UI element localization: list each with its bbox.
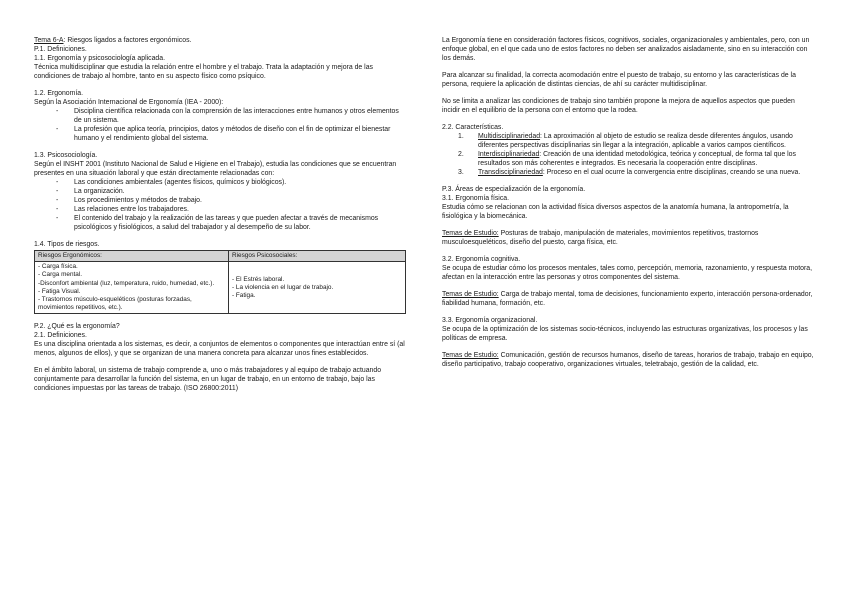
risk-types-table <box>34 250 406 314</box>
table-cell-psychosocial <box>229 262 406 314</box>
table-header-psychosocial: Riesgos Psicosociales: <box>229 251 406 262</box>
list-item <box>442 132 814 150</box>
characteristic-term: Multidisciplinariedad <box>478 133 541 140</box>
topics-label: Temas de Estudio: <box>442 352 499 359</box>
list-1-2 <box>34 107 406 143</box>
topics-label: Temas de Estudio: <box>442 291 499 298</box>
table-cell-line: - La violencia en el lugar de trabajo. <box>232 283 334 291</box>
table-cell-line: - El Estrés laboral. <box>232 275 285 283</box>
paragraph-intro-2: Para alcanzar su finalidad, la correcta acomodación entre el puesto de trabajo, su entorno y las características de la persona, requiere la aplicación de distintas ciencias, de ahí su carácter multidisciplinar. <box>442 72 796 88</box>
table-cell-ergonomic <box>35 262 229 314</box>
table-cell-line: -Disconfort ambiental (luz, temperatura, ruido, humedad, etc.). <box>38 279 215 287</box>
table-cell-line: - Carga mental. <box>38 271 83 279</box>
topics-text: Comunicación, gestión de recursos humanos, diseño de tareas, horarios de trabajo, trabajo en equipo, diseño participativo, trabajo cooperativo, organizaciones virtuales, teletrabajo, gestión de la calidad, etc. <box>442 352 814 368</box>
paragraph-2-1-a: Es una disciplina orientada a los sistemas, es decir, a conjuntos de elementos o componentes que interactúan entre sí (al menos, algunos de ellos), y que se organizan de una manera concreta para alcanzar unos fines establecidos. <box>34 341 405 358</box>
paragraph-3-3: Se ocupa de la optimización de los sistemas socio-técnicos, incluyendo las estructuras organizativas, los procesos y las políticas de empresa. <box>442 326 808 342</box>
section-heading-1-3: 1.3. Psicosociología. <box>34 152 98 159</box>
list-item: - Las condiciones ambientales (agentes físicos, químicos y biológicos). <box>34 178 406 187</box>
list-item: - Los procedimientos y métodos de trabajo. <box>34 196 406 205</box>
characteristic-term: Interdisciplinariedad <box>478 151 540 158</box>
list-item: - La profesión que aplica teoría, principios, datos y métodos de diseño con el fin de optimizar el bienestar humano y el rendimiento global del sistema. <box>34 125 406 143</box>
paragraph-1-2-intro: Según la Asociación Internacional de Ergonomía (IEA - 2000): <box>34 99 224 106</box>
left-column <box>34 36 406 393</box>
table-cell-line: - Carga física. <box>38 263 78 271</box>
list-item: - Las relaciones entre los trabajadores. <box>34 205 406 214</box>
table-cell-line: - Fatiga. <box>232 291 256 299</box>
section-heading-1-2: 1.2. Ergonomía. <box>34 90 84 97</box>
list-1-3 <box>34 178 406 232</box>
table-header-row <box>35 251 406 262</box>
paragraph-3-1: Estudia cómo se relacionan con la actividad física diversos aspectos de la anatomía humana, la antropometría, la fisiológica y la biomecánica. <box>442 204 789 220</box>
document-title <box>34 36 406 45</box>
topics-label: Temas de Estudio: <box>442 230 499 237</box>
list-number: 3. <box>458 169 464 176</box>
table-cell-line: - Trastornos músculo-esqueléticos (posturas forzadas, movimientos repetitivos, etc.). <box>38 296 192 312</box>
section-heading-p3: P.3. Áreas de especialización de la ergonomía. <box>442 186 586 193</box>
section-heading-3-1: 3.1. Ergonomía física. <box>442 195 510 202</box>
list-item <box>442 168 814 177</box>
section-heading-2-2: 2.2. Características. <box>442 124 504 131</box>
section-heading-1-4: 1.4. Tipos de riesgos. <box>34 241 100 248</box>
topics-3-2 <box>442 290 814 308</box>
characteristic-text: : Proceso en el cual ocurre la convergencia entre disciplinas, creando se una nueva. <box>542 169 801 176</box>
topics-3-1 <box>442 229 814 247</box>
characteristic-text: : La aproximación al objeto de estudio se realiza desde diferentes ángulos, usando diferentes perspectivas disciplinarias sin llegar a la integración, aplicable a varios campos científicos. <box>478 133 793 149</box>
right-column <box>442 36 814 369</box>
section-heading-p1: P.1. Definiciones. <box>34 46 87 53</box>
paragraph-intro-3: No se limita a analizar las condiciones de trabajo sino también propone la mejora de aquellos aspectos que pueden incidir en el equilibrio de la persona con el entorno que la rodea. <box>442 98 795 114</box>
section-heading-p2: P.2. ¿Qué es la ergonomía? <box>34 323 120 331</box>
list-item: - La organización. <box>34 187 406 196</box>
title-rest: : Riesgos ligados a factores ergonómicos. <box>63 37 192 44</box>
characteristics-list <box>442 132 814 177</box>
paragraph-intro-1: La Ergonomía tiene en consideración factores físicos, cognitivos, sociales, organizacionales y ambientales, pero, con un enfoque global, en el que cada uno de estos factores no deben ser analizados aisladamente, sino en su interacción con los demás. <box>442 37 810 62</box>
list-item <box>442 150 814 168</box>
section-heading-2-1: 2.1. Definiciones. <box>34 332 87 340</box>
table-header-ergonomic: Riesgos Ergonómicos: <box>35 251 229 262</box>
section-heading-3-3: 3.3. Ergonomía organizacional. <box>442 317 538 324</box>
paragraph-1-3-intro: Según el INSHT 2001 (Instituto Nacional de Salud e Higiene en el Trabajo), estudia las condiciones que se encuentran presentes en una situación laboral y que están directamente relacionadas con: <box>34 161 397 177</box>
topics-text: Carga de trabajo mental, toma de decisiones, funcionamiento experto, interacción persona-ordenador, fiabilidad humana, formación, etc. <box>442 291 813 307</box>
paragraph-1-1: Técnica multidisciplinar que estudia la relación entre el hombre y el trabajo. Trata la adaptación y mejora de las condiciones de trabajo al hombre, tanto en su aspecto físico como psíquico. <box>34 64 373 80</box>
table-row <box>35 262 406 314</box>
list-item: - El contenido del trabajo y la realización de las tareas y que pueden afectar a través de mecanismos psicológicos y fisiológicos, a salud del trabajador y al desempeño de su labor. <box>34 214 406 232</box>
paragraph-3-2: Se ocupa de estudiar cómo los procesos mentales, tales como, percepción, memoria, razonamiento, y respuesta motora, afectan en la interacción entre las personas y otros componentes del sistema. <box>442 265 812 281</box>
paragraph-2-1-b: En el ámbito laboral, un sistema de trabajo comprende a, uno o más trabajadores y al equipo de trabajo actuando conjuntamente para desarrollar la función del sistema, en un lugar de trabajo, en un entorno de trabajo, bajo las condiciones impuestas por las tareas de trabajo. (ISO 26800:2011) <box>34 367 382 393</box>
characteristic-text: : Creación de una identidad metodológica, teórica y conceptual, de forma tal que los resultados son más coherentes e integrados. Es necesaria la cooperación entre disciplinas. <box>478 151 796 167</box>
table-cell-line: - Fatiga Visual. <box>38 287 81 295</box>
section-heading-3-2: 3.2. Ergonomía cognitiva. <box>442 256 521 263</box>
characteristic-term: Transdisciplinariedad <box>478 169 543 176</box>
section-heading-1-1: 1.1. Ergonomía y psicosociología aplicada. <box>34 55 165 62</box>
list-item: - Disciplina científica relacionada con la comprensión de las interacciones entre humanos y otros elementos de un sistema. <box>34 107 406 125</box>
topics-3-3 <box>442 351 814 369</box>
title-prefix: Tema 6-A <box>34 37 64 44</box>
list-number: 2. <box>458 151 464 158</box>
list-number: 1. <box>458 133 464 140</box>
topics-text: Posturas de trabajo, manipulación de materiales, movimientos repetitivos, trastornos musculoesqueléticos, diseño del puesto, carga física, etc. <box>442 230 759 246</box>
